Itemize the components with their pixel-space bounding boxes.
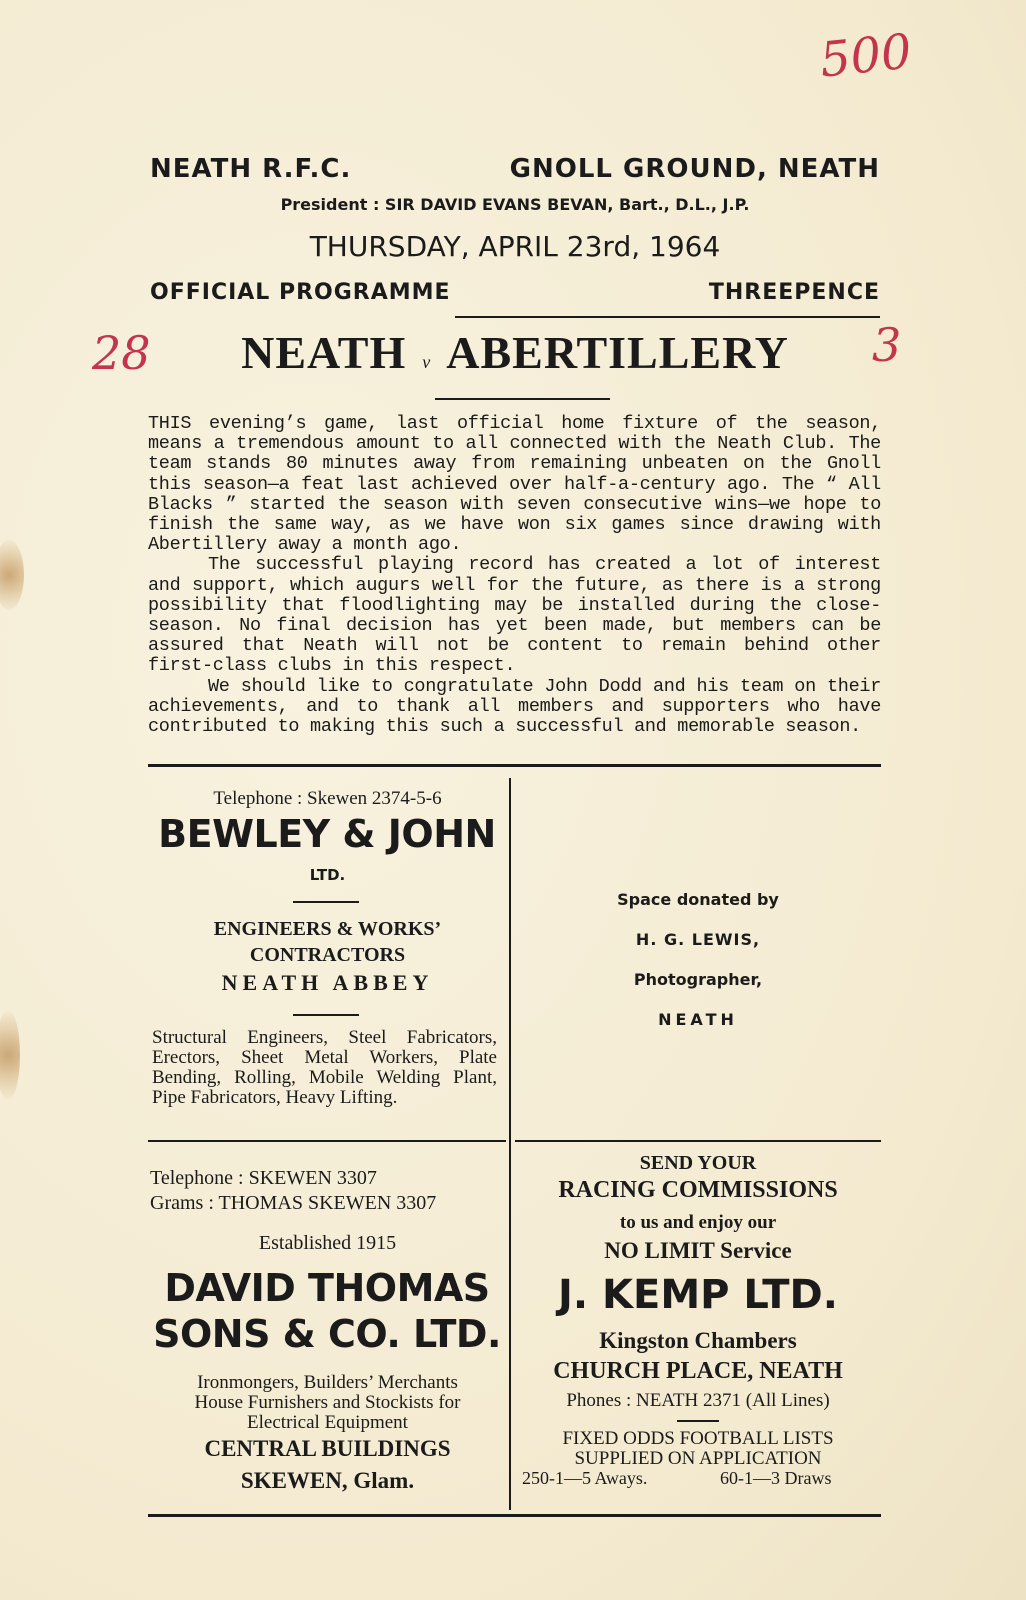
article-body bbox=[148, 414, 881, 737]
match-title bbox=[150, 326, 880, 379]
bewley-ltd: LTD. bbox=[309, 866, 346, 884]
stain bbox=[0, 1010, 20, 1100]
thomas-established: Established 1915 bbox=[258, 1232, 397, 1254]
stain bbox=[0, 540, 24, 610]
bewley-divider-2 bbox=[293, 1014, 359, 1016]
programme-price: THREEPENCE bbox=[708, 280, 880, 305]
thomas-address-line2: SKEWEN, Glam. bbox=[240, 1468, 415, 1493]
kemp-line1: SEND YOUR bbox=[639, 1152, 757, 1174]
ads-top-rule bbox=[148, 764, 881, 767]
article-paragraph: We should like to congratulate John Dodd and his team on their achievements, and to thank all members and supporters who have contributed to making this such a successful and memorable season. bbox=[148, 675, 881, 738]
kemp-odds-line2: SUPPLIED ON APPLICATION bbox=[574, 1448, 822, 1469]
kemp-name: J. KEMP LTD. bbox=[558, 1272, 838, 1318]
president-line: President : SIR DAVID EVANS BEVAN, Bart., D.L., J.P. bbox=[280, 195, 750, 214]
versus-label: v bbox=[422, 352, 431, 372]
lewis-name: H. G. LEWIS, bbox=[635, 930, 761, 949]
thomas-address-line1: CENTRAL BUILDINGS bbox=[204, 1436, 451, 1461]
kemp-odds-line1: FIXED ODDS FOOTBALL LISTS bbox=[562, 1428, 834, 1449]
thomas-grams: Grams : THOMAS SKEWEN 3307 bbox=[150, 1192, 437, 1214]
bewley-name: BEWLEY & JOHN bbox=[158, 812, 496, 856]
kemp-line4: NO LIMIT Service bbox=[604, 1238, 792, 1263]
kemp-address-line1: Kingston Chambers bbox=[599, 1328, 797, 1353]
ads-bottom-rule bbox=[148, 1514, 881, 1517]
thomas-desc-line2: House Furnishers and Stockists for bbox=[194, 1392, 461, 1413]
thomas-name-line1: DAVID THOMAS bbox=[164, 1266, 490, 1310]
lewis-occupation: Photographer, bbox=[633, 970, 763, 989]
handwritten-number: 500 bbox=[817, 23, 915, 89]
kemp-phones: Phones : NEATH 2371 (All Lines) bbox=[566, 1390, 830, 1411]
ground-name: GNOLL GROUND, NEATH bbox=[509, 154, 880, 184]
programme-label: OFFICIAL PROGRAMME bbox=[150, 280, 451, 305]
thomas-desc-line3: Electrical Equipment bbox=[247, 1412, 408, 1433]
ads-middle-rule-left bbox=[148, 1140, 506, 1142]
bewley-divider bbox=[293, 901, 359, 903]
lewis-line1: Space donated by bbox=[617, 890, 779, 909]
header-divider bbox=[455, 316, 880, 318]
lewis-town: NEATH bbox=[658, 1010, 738, 1029]
article-paragraph: THIS evening’s game, last official home fixture of the season, means a tremendous amount to all connected with the Neath Club. The team stands 80 minutes away from remaining unbeaten on the Gnoll this season—a feat last achieved over half-a-century ago. The “ All Blacks ” started the season with seven consecutive wins—we hope to finish the same way, as we have won six games since drawing with Abertillery away a month ago. bbox=[148, 413, 881, 556]
club-name: NEATH R.F.C. bbox=[150, 154, 352, 184]
bewley-description: Structural Engineers, Steel Fabricators, Erectors, Sheet Metal Workers, Plate Bending, Rolling, Mobile Welding Plant, Pipe Fabricators, Heavy Lifting. bbox=[152, 1027, 497, 1108]
kemp-odds-aways: 250-1—5 Aways. bbox=[522, 1468, 648, 1488]
thomas-telephone: Telephone : SKEWEN 3307 bbox=[150, 1167, 377, 1189]
handwritten-away-score: 3 bbox=[872, 318, 902, 372]
ads-middle-rule-right bbox=[515, 1140, 881, 1142]
thomas-desc-line1: Ironmongers, Builders’ Merchants bbox=[197, 1372, 458, 1393]
thomas-name-line2: SONS & CO. LTD. bbox=[153, 1312, 501, 1356]
handwritten-home-score: 28 bbox=[92, 326, 151, 380]
bewley-place: NEATH ABBEY bbox=[221, 970, 434, 995]
ads-vertical-divider bbox=[509, 778, 511, 1510]
bewley-line1: ENGINEERS & WORKS’ bbox=[213, 918, 442, 940]
bewley-line2: CONTRACTORS bbox=[249, 944, 406, 966]
kemp-line3: to us and enjoy our bbox=[619, 1212, 777, 1233]
title-divider bbox=[435, 398, 610, 400]
match-date: THURSDAY, APRIL 23rd, 1964 bbox=[309, 230, 721, 263]
kemp-odds-draws: 60-1—3 Draws bbox=[720, 1468, 832, 1488]
kemp-divider bbox=[677, 1420, 719, 1422]
article-paragraph: The successful playing record has created a lot of interest and support, which augurs well for the future, as there is a strong possibility that floodlighting may be installed during the close-season. No final decision has yet been made, but members can be assured that Neath will not be content to remain behind other first-class clubs in this respect. bbox=[148, 554, 881, 677]
kemp-address-line2: CHURCH PLACE, NEATH bbox=[553, 1358, 843, 1384]
away-team: ABERTILLERY bbox=[446, 327, 789, 378]
bewley-telephone: Telephone : Skewen 2374-5-6 bbox=[213, 788, 442, 809]
kemp-line2: RACING COMMISSIONS bbox=[558, 1177, 838, 1203]
home-team: NEATH bbox=[241, 327, 407, 378]
